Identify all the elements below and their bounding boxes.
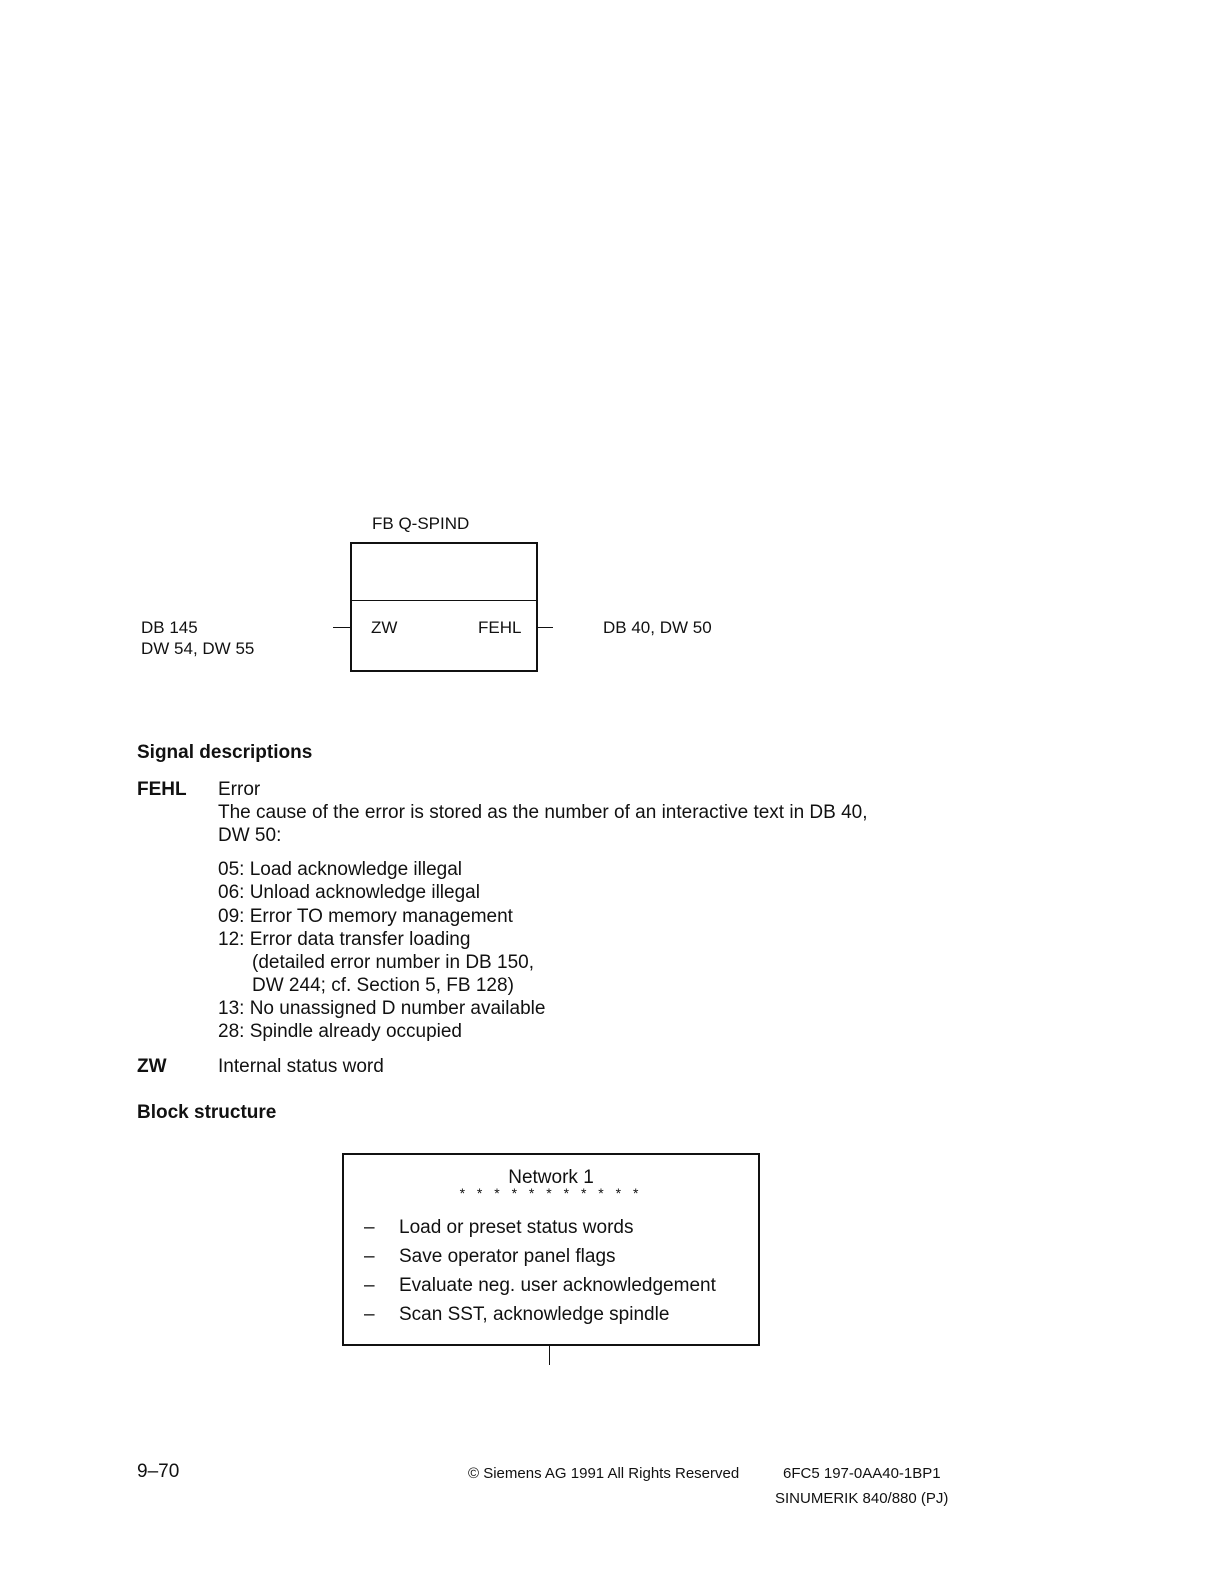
error-code-detail: DW 244; cf. Section 5, FB 128): [252, 975, 514, 996]
fb-output-label: DB 40, DW 50: [603, 618, 712, 637]
error-code-item: 12: Error data transfer loading: [218, 929, 471, 950]
bullet-dash: –: [364, 1246, 375, 1267]
product-name: SINUMERIK 840/880 (PJ): [775, 1490, 949, 1507]
network-step: Scan SST, acknowledge spindle: [399, 1304, 670, 1325]
network-step: Load or preset status words: [399, 1217, 634, 1238]
copyright-notice: © Siemens AG 1991 All Rights Reserved: [468, 1465, 740, 1482]
page-number: 9–70: [137, 1461, 180, 1482]
signal-fehl-title: Error: [218, 779, 261, 800]
fb-pin-fehl: FEHL: [478, 618, 522, 637]
signal-fehl-description-cont: DW 50:: [218, 825, 282, 846]
network-title: Network 1: [508, 1167, 594, 1188]
signal-descriptions-heading: Signal descriptions: [137, 742, 313, 763]
fb-title: FB Q-SPIND: [372, 514, 470, 533]
fb-block-box: [350, 542, 538, 672]
error-code-item: 06: Unload acknowledge illegal: [218, 882, 480, 903]
fb-input-label-db: DB 145: [141, 618, 198, 637]
error-code-item: 13: No unassigned D number available: [218, 998, 546, 1019]
signal-name-fehl: FEHL: [137, 779, 187, 800]
error-code-detail: (detailed error number in DB 150,: [252, 952, 534, 973]
network-step: Evaluate neg. user acknowledgement: [399, 1275, 716, 1296]
bullet-dash: –: [364, 1275, 375, 1296]
error-code-item: 09: Error TO memory management: [218, 906, 513, 927]
signal-zw-description: Internal status word: [218, 1056, 384, 1077]
bullet-dash: –: [364, 1217, 375, 1238]
fb-pin-zw: ZW: [371, 618, 398, 637]
signal-fehl-description: The cause of the error is stored as the number of an interactive text in DB 40,: [218, 802, 868, 823]
fb-input-label-dw: DW 54, DW 55: [141, 639, 255, 658]
error-code-item: 05: Load acknowledge illegal: [218, 859, 463, 880]
fb-output-wire: [536, 627, 553, 628]
block-structure-heading: Block structure: [137, 1102, 277, 1123]
network-connector-line: [549, 1345, 550, 1365]
network-box: [342, 1153, 760, 1346]
fb-input-wire: [333, 627, 350, 628]
signal-name-zw: ZW: [137, 1056, 167, 1077]
network-stars: * * * * * * * * * * *: [459, 1185, 643, 1201]
error-code-item: 28: Spindle already occupied: [218, 1021, 463, 1042]
bullet-dash: –: [364, 1304, 375, 1325]
fb-block-divider: [352, 600, 536, 601]
order-number: 6FC5 197-0AA40-1BP1: [783, 1465, 941, 1482]
network-step: Save operator panel flags: [399, 1246, 616, 1267]
